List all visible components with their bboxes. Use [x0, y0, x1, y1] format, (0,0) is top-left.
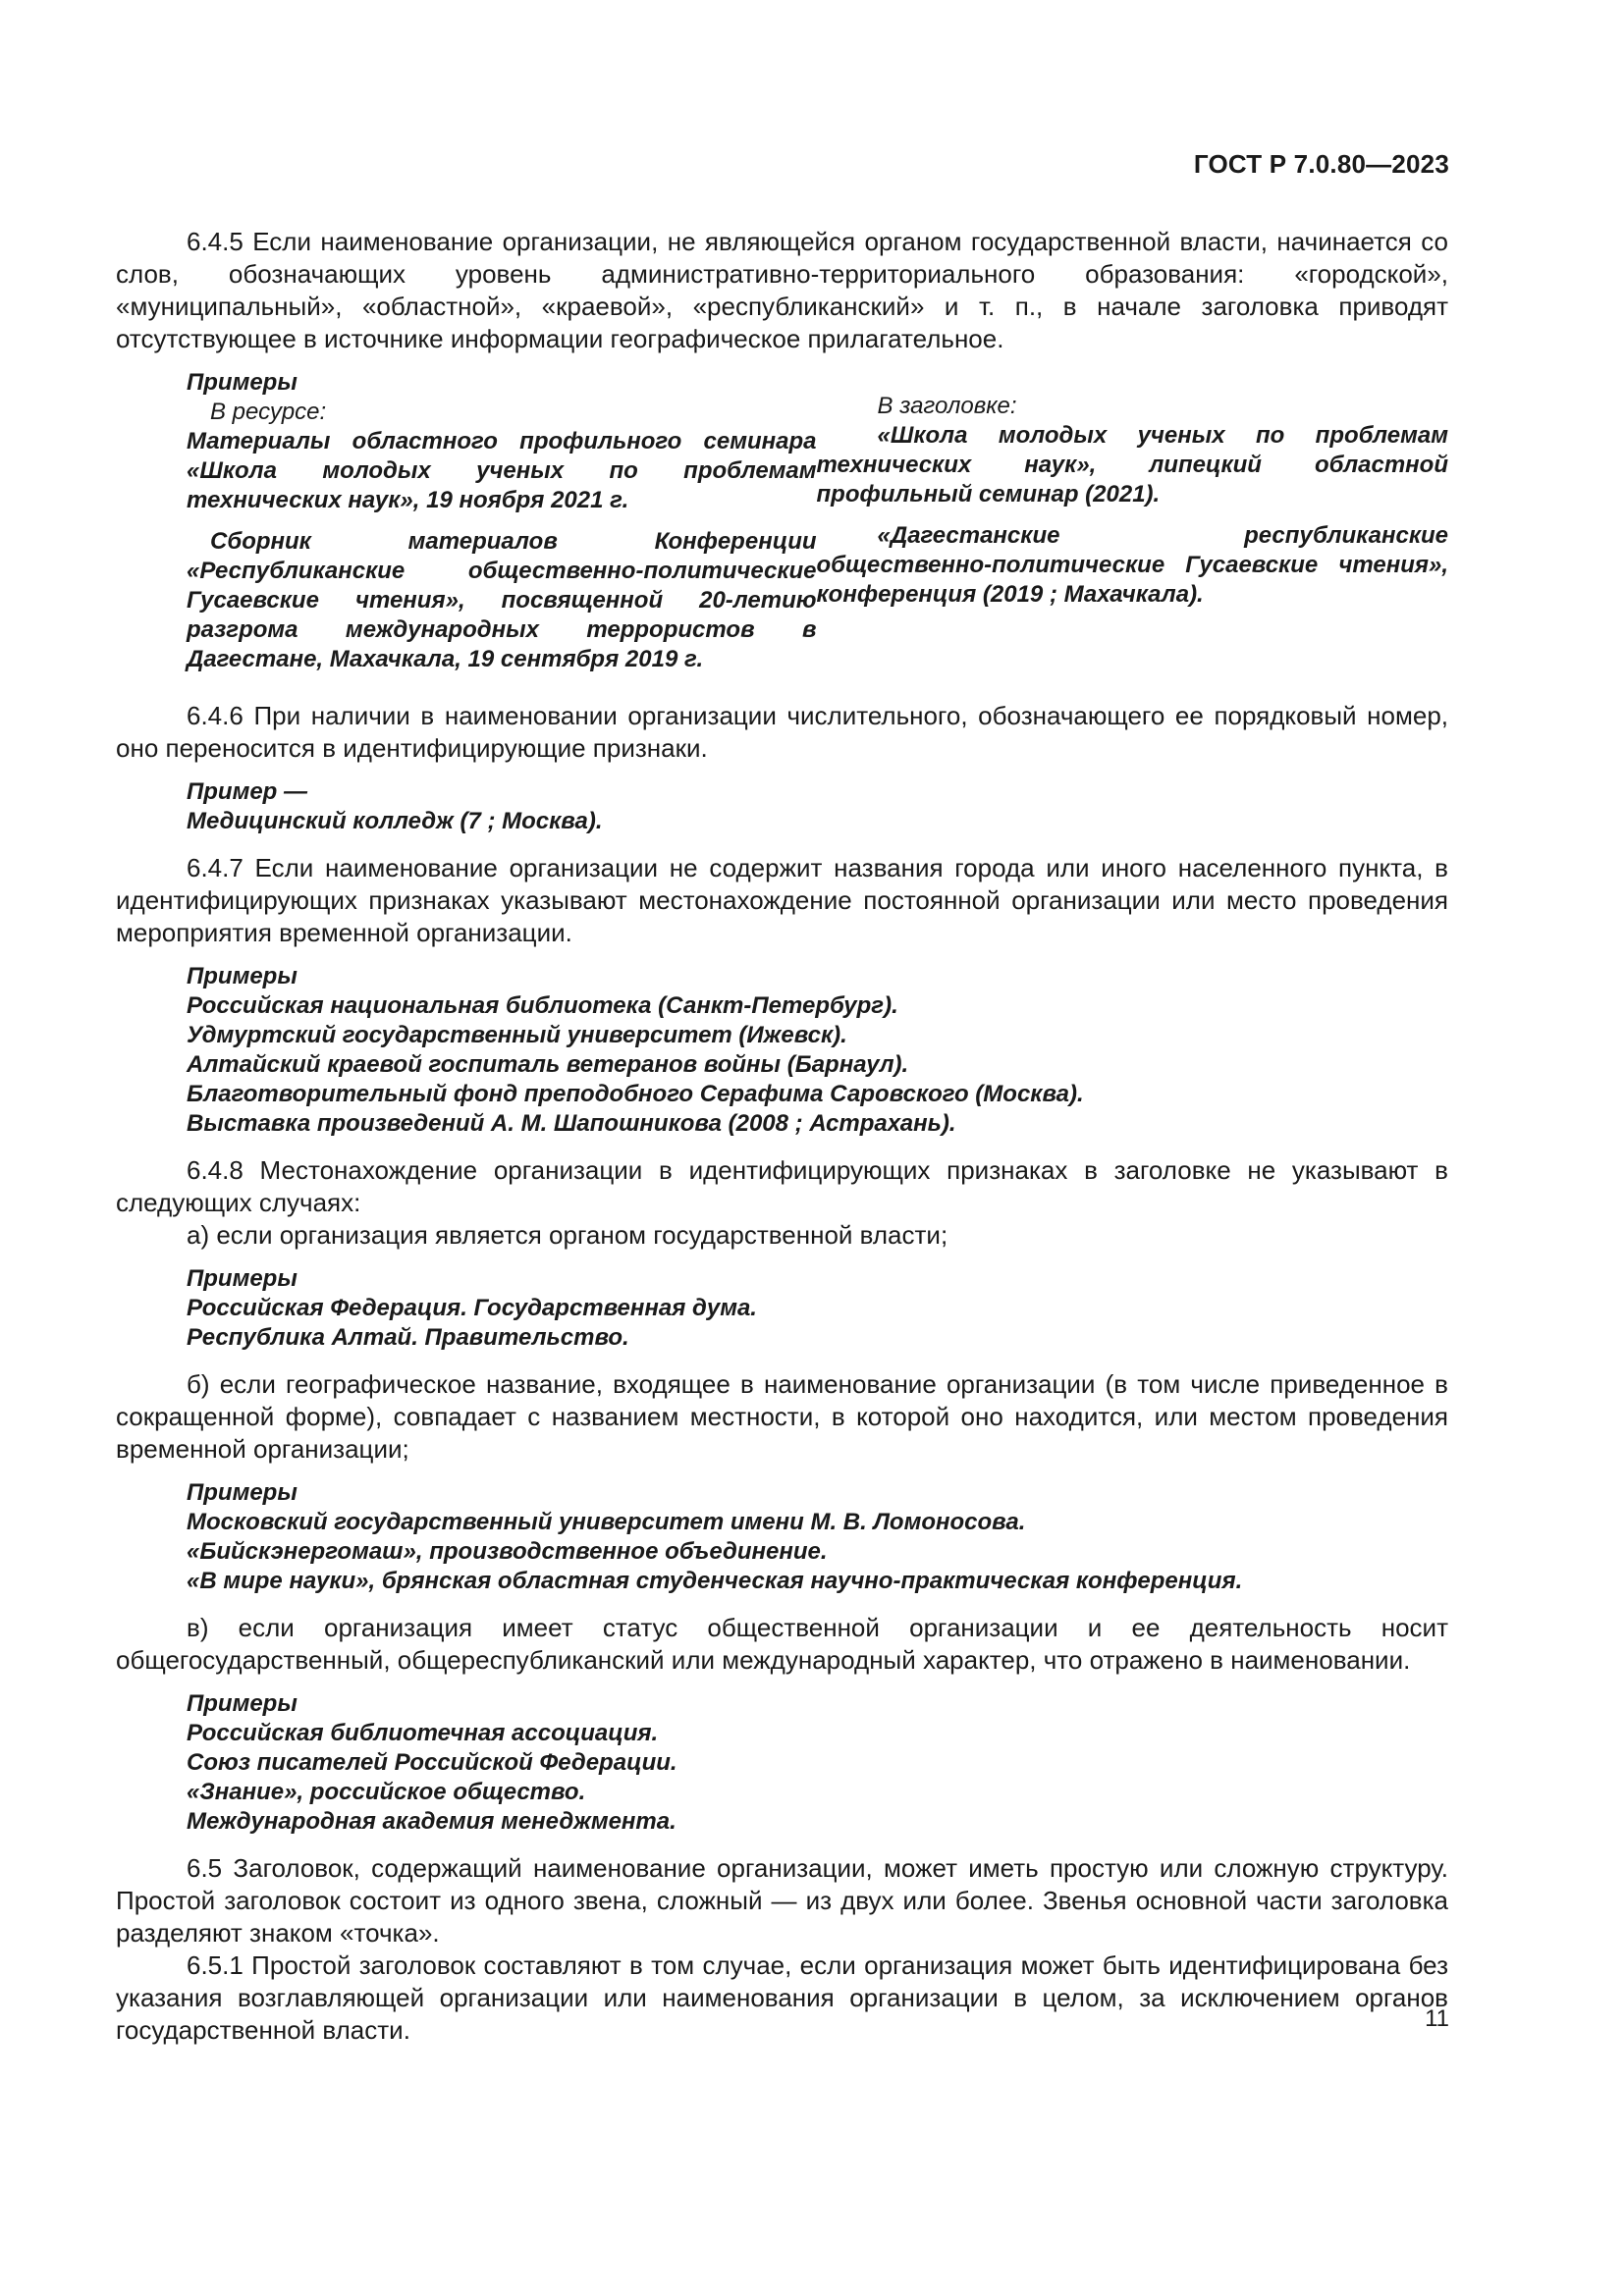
page-number: 11: [1425, 2005, 1449, 2032]
paragraph-6-5-1: 6.5.1 Простой заголовок составляют в том случае, если организация может быть идентифицирована без указания возглавляющей организации или наименования организации в целом, за исключением органов государственной власти.: [116, 1950, 1448, 2045]
paragraph-6-5: 6.5 Заголовок, содержащий наименование организации, может иметь простую или сложную структуру. Простой заголовок состоит из одного звена, сложный — из двух или более. Звенья основной части заголовка разделяют знаком «точка».: [116, 1853, 1448, 1948]
example-entry: Медицинский колледж (7 ; Москва).: [187, 808, 603, 834]
document-code-header: ГОСТ Р 7.0.80—2023: [1193, 149, 1449, 179]
example-entry: «Знание», российское общество.: [187, 1779, 586, 1805]
example-entry: «Дагестанские республиканские общественно-политические Гусаевские чтения», конференция (2019 ; Махачкала).: [816, 522, 1448, 608]
example-entry: Союз писателей Российской Федерации.: [187, 1749, 677, 1776]
examples-title: Примеры: [187, 1690, 298, 1717]
document-body: [116, 226, 1448, 2059]
example-entry: Российская национальная библиотека (Санкт-Петербург).: [187, 992, 898, 1019]
example-entry: Материалы областного профильного семинара «Школа молодых ученых по проблемам технических наук», 19 ноября 2021 г.: [187, 428, 817, 513]
example-entry: Российская библиотечная ассоциация.: [187, 1720, 659, 1746]
examples-item-a: [116, 1264, 1448, 1353]
examples-title: Примеры: [187, 1265, 298, 1292]
examples-right-column: [817, 368, 1448, 686]
examples-item-b: [116, 1478, 1448, 1596]
paragraph-6-4-8: 6.4.8 Местонахождение организации в идентифицирующих признаках в заголовке не указывают в следующих случаях:: [116, 1155, 1448, 1217]
example-entry: Благотворительный фонд преподобного Серафима Саровского (Москва).: [187, 1081, 1084, 1107]
example-entry: Республика Алтай. Правительство.: [187, 1324, 629, 1351]
example-6-4-6: [116, 777, 1448, 836]
item-c: в) если организация имеет статус общественной организации и ее деятельность носит общегосударственный, общереспубликанский или международный характер, что отражено в наименовании.: [116, 1613, 1448, 1675]
example-entry: Международная академия менеджмента.: [187, 1808, 677, 1835]
in-resource-label: В ресурсе:: [210, 399, 327, 425]
paragraph-6-4-6: 6.4.6 При наличии в наименовании организации числительного, обозначающего ее порядковый номер, оно переносится в идентифицирующие признаки.: [116, 701, 1448, 763]
example-entry: Российская Федерация. Государственная дума.: [187, 1295, 757, 1321]
examples-title: Примеры: [187, 1479, 298, 1506]
examples-item-c: [116, 1689, 1448, 1837]
example-title: Пример —: [187, 778, 308, 805]
in-heading-label: В заголовке:: [877, 393, 1017, 419]
example-entry: Алтайский краевой госпиталь ветеранов войны (Барнаул).: [187, 1051, 909, 1078]
example-entry: «В мире науки», брянская областная студенческая научно-практическая конференция.: [187, 1568, 1243, 1594]
paragraph-6-4-7: 6.4.7 Если наименование организации не содержит названия города или иного населенного пункта, в идентифицирующих признаках указывают местонахождение постоянной организации или место проведения мероприятия временной организации.: [116, 853, 1448, 947]
paragraph-6-4-5: 6.4.5 Если наименование организации, не являющейся органом государственной власти, начинается со слов, обозначающих уровень административно-территориального образования: «городской», «муниципальный», «областной», «краевой», «республиканский» и т. п., в начале заголовка приводят отсутствующее в источнике информации географическое прилагательное.: [116, 227, 1448, 353]
examples-left-column: [116, 368, 817, 686]
example-entry: Московский государственный университет имени М. В. Ломоносова.: [187, 1509, 1026, 1535]
example-entry: Удмуртский государственный университет (Ижевск).: [187, 1022, 847, 1048]
item-a: а) если организация является органом государственной власти;: [187, 1220, 948, 1250]
example-entry: «Бийскэнергомаш», производственное объединение.: [187, 1538, 828, 1565]
examples-6-4-7: [116, 962, 1448, 1139]
item-b: б) если географическое название, входящее в наименование организации (в том числе приведенное в сокращенной форме), совпадает с названием местности, в которой оно находится, или местом проведения временной организации;: [116, 1369, 1448, 1464]
examples-title: Примеры: [187, 369, 298, 396]
example-entry: Выставка произведений А. М. Шапошникова (2008 ; Астрахань).: [187, 1110, 956, 1137]
example-entry: «Школа молодых ученых по проблемам технических наук», липецкий областной профильный семинар (2021).: [816, 422, 1448, 507]
examples-6-4-5: [116, 368, 1448, 686]
example-entry: Сборник материалов Конференции «Республиканские общественно-политические Гусаевские чтения», посвященной 20-летию разгрома международных террористов в Дагестане, Махачкала, 19 сентября 2019 г.: [187, 528, 817, 672]
examples-title: Примеры: [187, 963, 298, 989]
